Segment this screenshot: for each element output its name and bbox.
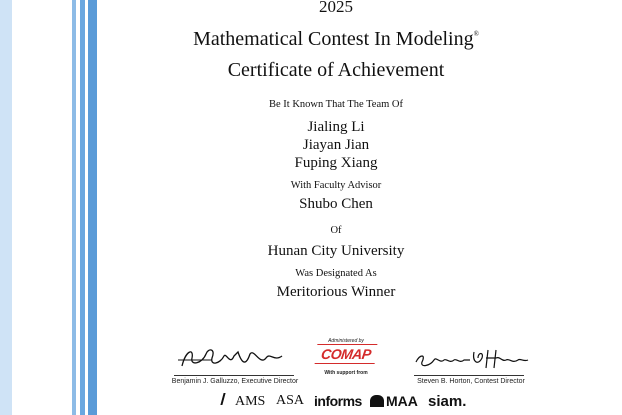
advisor-name: Shubo Chen bbox=[299, 196, 373, 212]
executive-director-signature bbox=[172, 344, 302, 374]
maa-logo bbox=[370, 393, 418, 409]
team-member: Fuping Xiang bbox=[294, 155, 378, 171]
team-member: Jiayan Jian bbox=[302, 137, 370, 153]
contest-director-caption: Steven B. Horton, Contest Director bbox=[417, 378, 525, 385]
comap-wordmark: COMAP bbox=[315, 344, 378, 364]
designation: Meritorious Winner bbox=[276, 284, 396, 300]
team-member: Jialing Li bbox=[307, 119, 365, 135]
stripe-gap bbox=[12, 0, 72, 415]
asa-logo: ASA bbox=[276, 393, 305, 408]
administered-by-text: Administered by bbox=[328, 338, 364, 344]
ams-icon bbox=[220, 393, 235, 405]
contest-director-signature bbox=[412, 344, 532, 374]
ams-logo bbox=[222, 393, 265, 410]
signature-scribble-left bbox=[172, 344, 302, 374]
advisor-intro: With Faculty Advisor bbox=[290, 180, 382, 191]
stripe-thin-1 bbox=[72, 0, 76, 415]
registered-mark: ® bbox=[473, 30, 479, 38]
of-label: Of bbox=[330, 225, 342, 236]
team-intro: Be It Known That The Team Of bbox=[269, 99, 403, 110]
comap-logo bbox=[316, 338, 376, 376]
institution-name: Hunan City University bbox=[267, 243, 405, 259]
executive-director-caption: Benjamin J. Galluzzo, Executive Director bbox=[171, 378, 299, 385]
contest-name bbox=[110, 28, 562, 51]
document-title: Certificate of Achievement bbox=[227, 59, 445, 81]
stripe-light bbox=[0, 0, 12, 415]
signature-scribble-right bbox=[412, 344, 532, 374]
certificate-year: 2025 bbox=[319, 0, 353, 16]
maa-icon bbox=[370, 395, 384, 407]
maa-logo-text: MAA bbox=[386, 393, 418, 409]
stripe-thick bbox=[88, 0, 97, 415]
contest-name-text: Mathematical Contest In Modeling bbox=[193, 28, 474, 50]
support-text: With support from bbox=[324, 370, 368, 376]
signature-line-left bbox=[174, 375, 294, 376]
designation-intro: Was Designated As bbox=[295, 268, 377, 279]
signature-line-right bbox=[414, 375, 524, 376]
ams-logo-text: AMS bbox=[235, 394, 266, 409]
informs-logo: informs bbox=[314, 393, 362, 409]
stripe-thin-2 bbox=[80, 0, 85, 415]
siam-logo: siam. bbox=[428, 393, 467, 410]
